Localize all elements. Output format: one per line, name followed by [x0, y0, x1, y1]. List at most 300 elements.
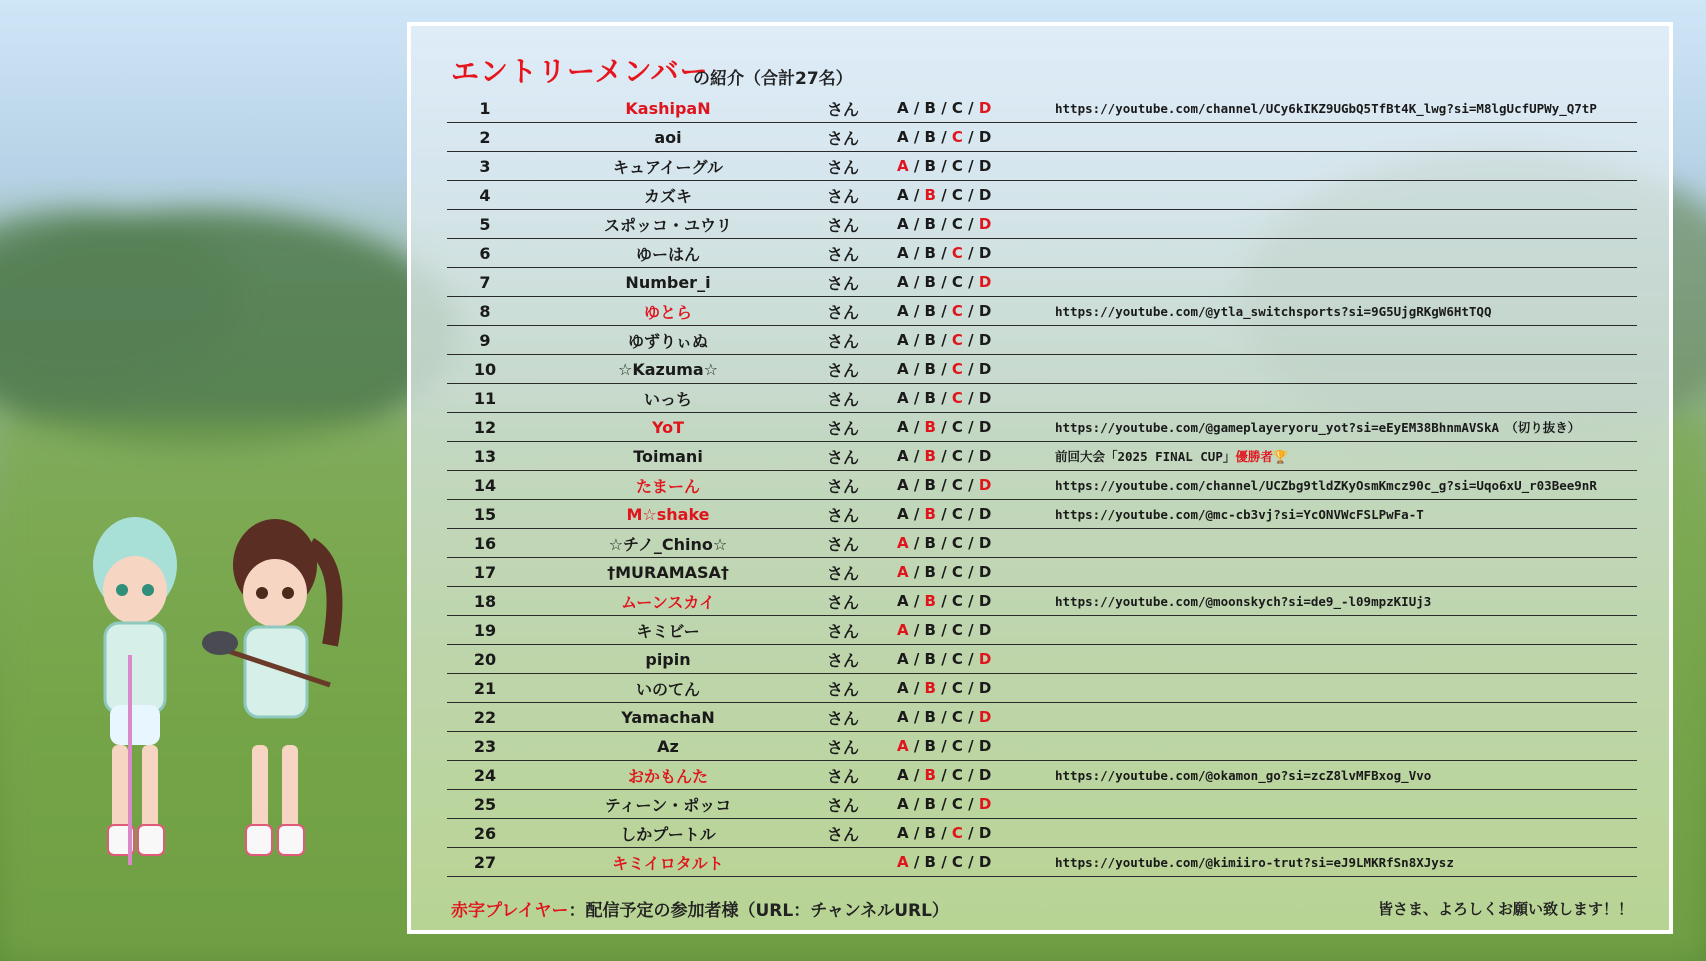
- class-letter: B: [924, 331, 936, 349]
- class-letter: B: [924, 128, 936, 146]
- table-row: [447, 529, 1637, 558]
- class-letter: C: [951, 157, 963, 175]
- class-selector: [873, 732, 1047, 761]
- class-separator: /: [908, 360, 925, 378]
- class-letter: B: [924, 215, 936, 233]
- honorific: さん: [813, 761, 873, 790]
- row-number: 13: [447, 442, 523, 471]
- class-separator: /: [962, 679, 979, 697]
- class-separator: /: [935, 215, 952, 233]
- table-row: [447, 732, 1637, 761]
- row-number: 26: [447, 819, 523, 848]
- class-separator: /: [908, 157, 925, 175]
- class-separator: /: [935, 795, 952, 813]
- honorific: さん: [813, 181, 873, 210]
- class-letter: C: [951, 534, 963, 552]
- channel-link-text: 前回大会「2025 FINAL CUP」: [1055, 449, 1236, 464]
- class-separator: /: [962, 476, 979, 494]
- class-letter: A: [897, 302, 909, 320]
- channel-link[interactable]: [1047, 848, 1637, 877]
- class-selector: [873, 790, 1047, 819]
- class-separator: /: [962, 186, 979, 204]
- class-separator: /: [908, 331, 925, 349]
- class-separator: /: [908, 737, 925, 755]
- entry-member-panel: [407, 22, 1673, 934]
- class-separator: /: [935, 766, 952, 784]
- honorific: さん: [813, 384, 873, 413]
- class-letter: B: [924, 621, 936, 639]
- channel-link: [1047, 790, 1637, 819]
- class-letter: A: [897, 244, 909, 262]
- channel-link[interactable]: [1047, 471, 1637, 500]
- class-letter: A: [897, 824, 909, 842]
- class-letter: A: [897, 99, 909, 117]
- honorific: さん: [813, 558, 873, 587]
- honorific: さん: [813, 703, 873, 732]
- class-letter: D: [978, 215, 992, 233]
- class-separator: /: [908, 447, 925, 465]
- class-letter: B: [924, 708, 936, 726]
- class-separator: /: [962, 766, 979, 784]
- class-separator: /: [935, 389, 952, 407]
- class-separator: /: [935, 650, 952, 668]
- class-letter: D: [978, 157, 992, 175]
- footer-legend-text: ：配信予定の参加者様（URL：チャンネルURL）: [568, 901, 949, 921]
- class-letter: B: [924, 99, 936, 117]
- class-letter: A: [897, 389, 909, 407]
- class-letter: D: [978, 795, 992, 813]
- row-number: 3: [447, 152, 523, 181]
- class-letter: A: [897, 476, 909, 494]
- class-separator: /: [962, 708, 979, 726]
- player-name: カズキ: [523, 181, 813, 210]
- class-selector: [873, 761, 1047, 790]
- row-number: 25: [447, 790, 523, 819]
- honorific: さん: [813, 442, 873, 471]
- class-letter: A: [897, 447, 909, 465]
- class-letter: C: [951, 331, 963, 349]
- player-name: aoi: [523, 123, 813, 152]
- player-name: Number_i: [523, 268, 813, 297]
- row-number: 18: [447, 587, 523, 616]
- class-separator: /: [935, 99, 952, 117]
- class-letter: D: [978, 853, 992, 871]
- player-name: YamachaN: [523, 703, 813, 732]
- player-name: いのてん: [523, 674, 813, 703]
- class-letter: A: [897, 795, 909, 813]
- class-separator: /: [935, 273, 952, 291]
- table-row: [447, 500, 1637, 529]
- class-letter: C: [951, 244, 963, 262]
- row-number: 5: [447, 210, 523, 239]
- class-letter: B: [924, 418, 936, 436]
- class-selector: [873, 355, 1047, 384]
- channel-link[interactable]: [1047, 587, 1637, 616]
- class-separator: /: [935, 418, 952, 436]
- channel-link: [1047, 703, 1637, 732]
- class-separator: /: [908, 128, 925, 146]
- class-letter: D: [978, 418, 992, 436]
- channel-link-text: https://youtube.com/channel/UCZbg9tldZKyOsmKmcz90c_g?si=Uqo6xU_r03Bee9nR: [1055, 477, 1597, 493]
- class-selector: [873, 558, 1047, 587]
- class-selector: [873, 297, 1047, 326]
- class-letter: A: [897, 157, 909, 175]
- row-number: 22: [447, 703, 523, 732]
- class-separator: /: [962, 128, 979, 146]
- honorific: さん: [813, 819, 873, 848]
- class-separator: /: [962, 157, 979, 175]
- channel-link[interactable]: [1047, 297, 1637, 326]
- class-letter: B: [924, 679, 936, 697]
- class-letter: A: [897, 621, 909, 639]
- class-letter: D: [978, 273, 992, 291]
- row-number: 1: [447, 94, 523, 123]
- class-letter: D: [978, 621, 992, 639]
- table-row: [447, 761, 1637, 790]
- class-letter: B: [924, 244, 936, 262]
- class-separator: /: [908, 302, 925, 320]
- player-name: キュアイーグル: [523, 152, 813, 181]
- class-letter: C: [951, 505, 963, 523]
- class-letter: C: [951, 128, 963, 146]
- class-letter: A: [897, 708, 909, 726]
- table-row: [447, 326, 1637, 355]
- class-separator: /: [962, 621, 979, 639]
- honorific: さん: [813, 123, 873, 152]
- class-selector: [873, 384, 1047, 413]
- table-row: [447, 152, 1637, 181]
- class-letter: D: [978, 563, 992, 581]
- class-letter: A: [897, 650, 909, 668]
- channel-link: [1047, 442, 1637, 471]
- player-name: スポッコ・ユウリ: [523, 210, 813, 239]
- class-letter: A: [897, 128, 909, 146]
- class-separator: /: [962, 273, 979, 291]
- class-separator: /: [908, 505, 925, 523]
- honorific: さん: [813, 326, 873, 355]
- class-separator: /: [962, 737, 979, 755]
- channel-link[interactable]: [1047, 761, 1637, 790]
- honorific: さん: [813, 413, 873, 442]
- class-letter: D: [978, 302, 992, 320]
- class-selector: [873, 268, 1047, 297]
- class-separator: /: [908, 418, 925, 436]
- class-letter: D: [978, 389, 992, 407]
- class-separator: /: [908, 824, 925, 842]
- class-letter: C: [951, 302, 963, 320]
- class-letter: B: [924, 157, 936, 175]
- table-row: [447, 819, 1637, 848]
- honorific: さん: [813, 268, 873, 297]
- player-name: †MURAMASA†: [523, 558, 813, 587]
- table-row: [447, 645, 1637, 674]
- honorific: さん: [813, 529, 873, 558]
- class-letter: B: [924, 824, 936, 842]
- class-letter: A: [897, 737, 909, 755]
- table-row: [447, 558, 1637, 587]
- row-number: 4: [447, 181, 523, 210]
- class-letter: C: [951, 418, 963, 436]
- honorific: さん: [813, 210, 873, 239]
- row-number: 14: [447, 471, 523, 500]
- channel-link: [1047, 181, 1637, 210]
- channel-link: [1047, 210, 1637, 239]
- winner-badge: 優勝者🏆: [1235, 449, 1289, 464]
- class-letter: C: [951, 389, 963, 407]
- class-letter: C: [951, 621, 963, 639]
- row-number: 11: [447, 384, 523, 413]
- class-letter: C: [951, 99, 963, 117]
- row-number: 24: [447, 761, 523, 790]
- class-letter: B: [924, 737, 936, 755]
- player-name: ☆チノ_Chino☆: [523, 529, 813, 558]
- table-row: [447, 442, 1637, 471]
- class-letter: D: [978, 592, 992, 610]
- player-name: いっち: [523, 384, 813, 413]
- player-name: ゆずりぃぬ: [523, 326, 813, 355]
- table-row: [447, 384, 1637, 413]
- row-number: 15: [447, 500, 523, 529]
- player-name: キミイロタルト: [523, 848, 813, 877]
- class-selector: [873, 645, 1047, 674]
- honorific: さん: [813, 674, 873, 703]
- honorific: さん: [813, 355, 873, 384]
- table-row: [447, 703, 1637, 732]
- honorific: さん: [813, 500, 873, 529]
- class-selector: [873, 210, 1047, 239]
- class-letter: B: [924, 389, 936, 407]
- footer-legend: [451, 896, 949, 921]
- table-row: [447, 181, 1637, 210]
- class-separator: /: [962, 331, 979, 349]
- class-separator: /: [962, 244, 979, 262]
- class-letter: D: [978, 708, 992, 726]
- channel-link[interactable]: [1047, 500, 1637, 529]
- class-selector: [873, 181, 1047, 210]
- class-letter: D: [978, 128, 992, 146]
- class-letter: D: [978, 476, 992, 494]
- player-name: ゆとら: [523, 297, 813, 326]
- channel-link: [1047, 384, 1637, 413]
- golfer-characters-illustration: [60, 505, 380, 945]
- class-letter: B: [924, 186, 936, 204]
- channel-link: [1047, 239, 1637, 268]
- class-letter: A: [897, 331, 909, 349]
- class-separator: /: [908, 621, 925, 639]
- player-name: ムーンスカイ: [523, 587, 813, 616]
- class-separator: /: [908, 99, 925, 117]
- channel-link: [1047, 529, 1637, 558]
- class-separator: /: [908, 273, 925, 291]
- table-row: [447, 94, 1637, 123]
- player-name: ゆーはん: [523, 239, 813, 268]
- class-selector: [873, 239, 1047, 268]
- class-separator: /: [908, 244, 925, 262]
- table-row: [447, 471, 1637, 500]
- class-selector: [873, 442, 1047, 471]
- class-letter: B: [924, 505, 936, 523]
- class-letter: B: [924, 273, 936, 291]
- class-separator: /: [935, 505, 952, 523]
- class-separator: /: [962, 824, 979, 842]
- class-letter: C: [951, 186, 963, 204]
- channel-link-text: https://youtube.com/@moonskych?si=de9_-l09mpzKIUj3: [1055, 593, 1432, 609]
- channel-link: [1047, 645, 1637, 674]
- row-number: 16: [447, 529, 523, 558]
- class-letter: D: [978, 679, 992, 697]
- row-number: 10: [447, 355, 523, 384]
- class-letter: D: [978, 331, 992, 349]
- class-separator: /: [908, 215, 925, 233]
- page-title: エントリーメンバー: [451, 55, 709, 88]
- class-separator: /: [962, 360, 979, 378]
- channel-link: [1047, 732, 1637, 761]
- class-letter: C: [951, 766, 963, 784]
- honorific: さん: [813, 616, 873, 645]
- row-number: 7: [447, 268, 523, 297]
- class-separator: /: [962, 853, 979, 871]
- row-number: 12: [447, 413, 523, 442]
- class-letter: B: [924, 853, 936, 871]
- class-separator: /: [908, 853, 925, 871]
- table-row: [447, 616, 1637, 645]
- footer-closing: 皆さま、よろしくお願い致します！！: [1377, 900, 1633, 918]
- class-letter: D: [978, 186, 992, 204]
- channel-link-text: https://youtube.com/@mc-cb3vj?si=YcONVWcFSLPwFa-T: [1055, 506, 1424, 522]
- table-row: [447, 790, 1637, 819]
- class-separator: /: [962, 389, 979, 407]
- class-letter: B: [924, 476, 936, 494]
- channel-link: [1047, 355, 1637, 384]
- class-letter: D: [978, 447, 992, 465]
- class-separator: /: [935, 737, 952, 755]
- channel-link[interactable]: [1047, 94, 1637, 123]
- class-separator: /: [908, 766, 925, 784]
- player-name: ティーン・ポッコ: [523, 790, 813, 819]
- class-letter: B: [924, 766, 936, 784]
- class-separator: /: [935, 592, 952, 610]
- channel-link-text: https://youtube.com/@kimiiro-trut?si=eJ9LMKRfSn8XJysz: [1055, 854, 1454, 870]
- player-name: M☆shake: [523, 500, 813, 529]
- class-letter: C: [951, 360, 963, 378]
- class-letter: A: [897, 563, 909, 581]
- class-separator: /: [908, 708, 925, 726]
- class-letter: A: [897, 215, 909, 233]
- class-letter: D: [978, 737, 992, 755]
- class-letter: C: [951, 679, 963, 697]
- class-selector: [873, 819, 1047, 848]
- class-letter: C: [951, 795, 963, 813]
- channel-link[interactable]: [1047, 413, 1637, 442]
- class-selector: [873, 94, 1047, 123]
- channel-link: [1047, 268, 1637, 297]
- class-letter: A: [897, 186, 909, 204]
- channel-link: [1047, 123, 1637, 152]
- row-number: 21: [447, 674, 523, 703]
- row-number: 19: [447, 616, 523, 645]
- class-separator: /: [962, 795, 979, 813]
- player-name: pipin: [523, 645, 813, 674]
- class-separator: /: [935, 244, 952, 262]
- class-letter: C: [951, 853, 963, 871]
- table-row: [447, 123, 1637, 152]
- class-separator: /: [908, 476, 925, 494]
- class-letter: B: [924, 795, 936, 813]
- player-name: ☆Kazuma☆: [523, 355, 813, 384]
- class-selector: [873, 674, 1047, 703]
- class-letter: A: [897, 360, 909, 378]
- class-separator: /: [935, 679, 952, 697]
- honorific: [813, 848, 873, 877]
- member-table: [447, 94, 1637, 877]
- class-letter: D: [978, 534, 992, 552]
- honorific: さん: [813, 239, 873, 268]
- class-selector: [873, 413, 1047, 442]
- class-letter: C: [951, 650, 963, 668]
- class-letter: B: [924, 650, 936, 668]
- channel-link: [1047, 326, 1637, 355]
- class-separator: /: [935, 563, 952, 581]
- class-letter: C: [951, 563, 963, 581]
- row-number: 8: [447, 297, 523, 326]
- channel-link-text: https://youtube.com/channel/UCy6kIKZ9UGbQ5TfBt4K_lwg?si=M8lgUcfUPWy_Q7tP: [1055, 100, 1597, 116]
- class-separator: /: [935, 476, 952, 494]
- class-letter: C: [951, 215, 963, 233]
- honorific: さん: [813, 297, 873, 326]
- class-separator: /: [962, 650, 979, 668]
- table-row: [447, 848, 1637, 877]
- class-letter: D: [978, 824, 992, 842]
- honorific: さん: [813, 732, 873, 761]
- row-number: 20: [447, 645, 523, 674]
- class-separator: /: [908, 534, 925, 552]
- player-name: YoT: [523, 413, 813, 442]
- row-number: 9: [447, 326, 523, 355]
- channel-link: [1047, 674, 1637, 703]
- class-letter: D: [978, 244, 992, 262]
- class-separator: /: [935, 360, 952, 378]
- honorific: さん: [813, 152, 873, 181]
- footer-legend-red: 赤字プレイヤー: [451, 901, 569, 921]
- class-separator: /: [935, 128, 952, 146]
- honorific: さん: [813, 471, 873, 500]
- class-separator: /: [962, 302, 979, 320]
- class-letter: C: [951, 708, 963, 726]
- class-separator: /: [908, 795, 925, 813]
- class-letter: B: [924, 592, 936, 610]
- class-selector: [873, 703, 1047, 732]
- table-row: [447, 210, 1637, 239]
- class-separator: /: [908, 563, 925, 581]
- class-letter: B: [924, 302, 936, 320]
- class-separator: /: [935, 302, 952, 320]
- class-separator: /: [935, 157, 952, 175]
- channel-link-text: https://youtube.com/@okamon_go?si=zcZ8lvMFBxog_Vvo: [1055, 767, 1432, 783]
- class-letter: C: [951, 737, 963, 755]
- table-row: [447, 355, 1637, 384]
- class-selector: [873, 500, 1047, 529]
- class-separator: /: [908, 186, 925, 204]
- class-letter: D: [978, 766, 992, 784]
- class-separator: /: [908, 679, 925, 697]
- player-name: おかもんた: [523, 761, 813, 790]
- channel-link-text: https://youtube.com/@ytla_switchsports?si=9G5UjgRKgW6HtTQQ: [1055, 303, 1492, 319]
- page-subtitle: の紹介（合計27名）: [693, 69, 853, 89]
- channel-link-text: https://youtube.com/@gameplayeryoru_yot?si=eEyEM38BhnmAVSkA （切り抜き）: [1055, 420, 1581, 435]
- honorific: さん: [813, 587, 873, 616]
- class-letter: A: [897, 592, 909, 610]
- class-separator: /: [962, 447, 979, 465]
